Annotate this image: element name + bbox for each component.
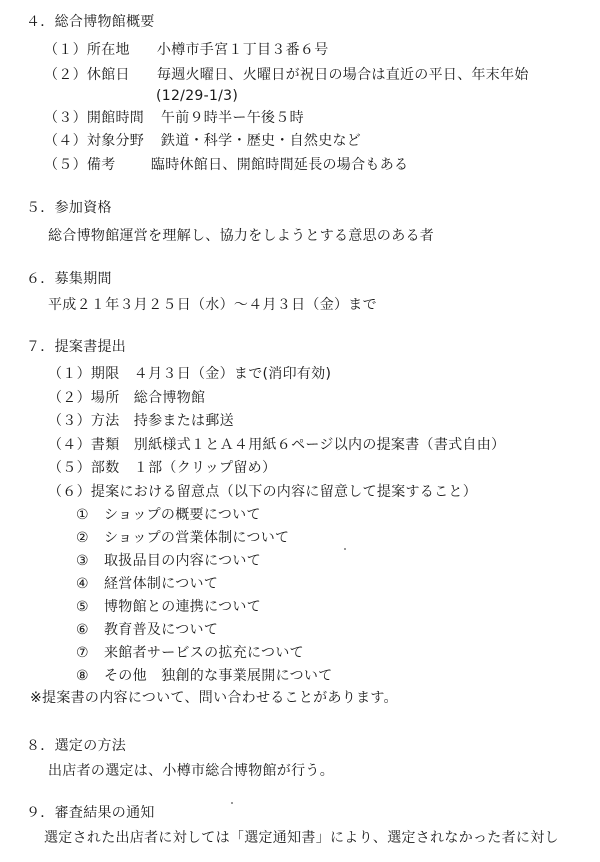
section-9-body: 選定された出店者に対しては「選定通知書」により、選定されなかった者に対し	[44, 830, 559, 846]
s7-item-4: （４）書類 別紙様式１とＡ４用紙６ページ以内の提案書（書式自由）	[48, 437, 506, 453]
s7-note: ※提案書の内容について、問い合わせることがあります。	[30, 690, 398, 706]
s7-point-3: ③ 取扱品目の内容について	[76, 553, 262, 569]
s7-item-2: （２）場所 総合博物館	[48, 390, 206, 406]
section-8-body: 出店者の選定は、小樽市総合博物館が行う。	[48, 763, 334, 779]
section-9-heading: ９．審査結果の通知	[26, 805, 155, 821]
section-8-heading: ８．選定の方法	[26, 738, 127, 754]
section-6-body: 平成２１年３月２５日（水）～４月３日（金）まで	[48, 297, 377, 313]
s4-item-2: （２）休館日 毎週火曜日、火曜日が祝日の場合は直近の平日、年末年始	[44, 67, 529, 83]
s7-item-6: （６）提案における留意点（以下の内容に留意して提案すること）	[48, 484, 478, 500]
s4-item-3: （３）開館時間 午前９時半ー午後５時	[44, 110, 304, 126]
section-4-heading: ４．総合博物館概要	[26, 14, 155, 30]
scan-speck	[344, 548, 346, 550]
s4-item-5: （５）備考 臨時休館日、開館時間延長の場合もある	[44, 157, 409, 173]
s7-point-6: ⑥ 教育普及について	[76, 622, 219, 638]
section-5-body: 総合博物館運営を理解し、協力をしようとする意思のある者	[48, 228, 435, 244]
s4-closing-dates: (12/29-1/3)	[156, 88, 239, 104]
s7-point-1: ① ショップの概要について	[76, 507, 261, 523]
section-5-heading: ５．参加資格	[26, 200, 112, 216]
s4-item-4: （４）対象分野 鉄道・科学・歴史・自然史など	[44, 133, 362, 149]
s7-item-1: （１）期限 ４月３日（金）まで(消印有効)	[48, 366, 332, 382]
s4-item-1: （１）所在地 小樽市手宮１丁目３番６号	[44, 42, 329, 58]
scan-speck	[231, 802, 233, 804]
s7-item-3: （３）方法 持参または郵送	[48, 413, 234, 429]
s7-item-5: （５）部数 １部（クリップ留め）	[48, 460, 277, 476]
section-6-heading: ６．募集期間	[26, 271, 112, 287]
s7-point-2: ② ショップの営業体制について	[76, 530, 290, 546]
s7-point-5: ⑤ 博物館との連携について	[76, 599, 262, 615]
s7-point-4: ④ 経営体制について	[76, 576, 219, 592]
section-7-heading: ７．提案書提出	[26, 339, 127, 355]
s7-point-7: ⑦ 来館者サービスの拡充について	[76, 645, 304, 661]
s7-point-8: ⑧ その他 独創的な事業展開について	[76, 668, 333, 684]
